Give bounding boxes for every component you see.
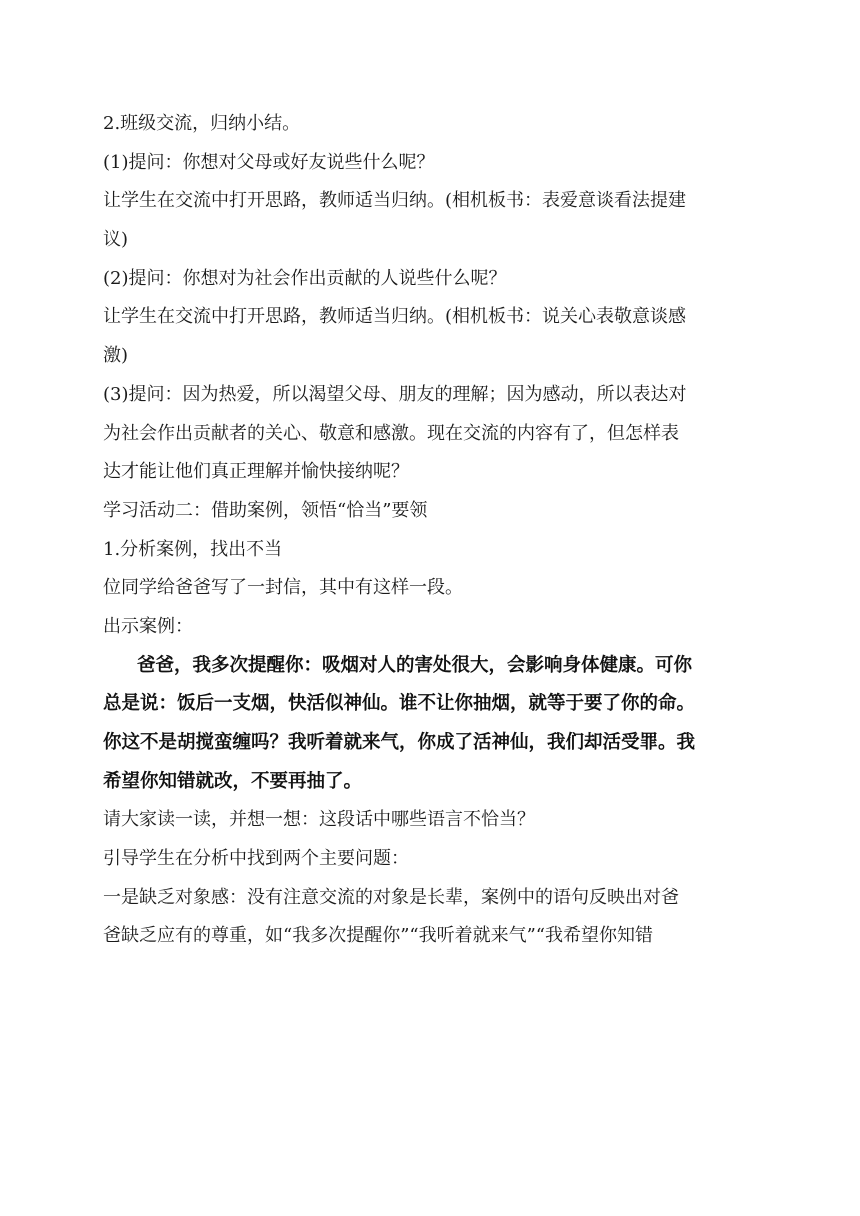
text-line: 让学生在交流中打开思路，教师适当归纳。(相机板书：表爱意谈看法提建 (103, 190, 687, 212)
text-line: 议) (103, 229, 129, 251)
text-line: (2)提问：你想对为社会作出贡献的人说些什么呢？ (103, 267, 507, 289)
case-quote-line: 你这不是胡搅蛮缠吗？我听着就来气，你成了活神仙，我们却活受罪。我 (103, 732, 696, 753)
text-line: 爸缺乏应有的尊重，如“我多次提醒你”“我听着就来气”“我希望你知错 (103, 925, 654, 947)
text-line: 出示案例： (103, 615, 193, 637)
text-line: 1.分析案例，找出不当 (103, 538, 283, 560)
text-line: 一是缺乏对象感：没有注意交流的对象是长辈，案例中的语句反映出对爸 (103, 886, 679, 908)
text-line: 2.班级交流，归纳小结。 (103, 113, 301, 134)
text-line: 请大家读一读，并想一想：这段话中哪些语言不恰当？ (103, 809, 535, 831)
text-line: 达才能让他们真正理解并愉快接纳呢？ (103, 461, 409, 483)
case-quote-line: 爸爸，我多次提醒你：吸烟对人的害处很大，会影响身体健康。可你 (137, 654, 693, 676)
text-line: 为社会作出贡献者的关心、敬意和感激。现在交流的内容有了，但怎样表 (103, 422, 679, 444)
case-quote-line: 总是说：饭后一支烟，快活似神仙。谁不让你抽烟，就等于要了你的命。 (103, 693, 696, 715)
document-body (103, 105, 763, 956)
text-line: 引导学生在分析中找到两个主要问题： (103, 848, 409, 870)
text-line: 激) (103, 345, 129, 367)
case-quote-line: 希望你知错就改，不要再抽了。 (103, 770, 363, 792)
section-heading: 学习活动二：借助案例，领悟“恰当”要领 (103, 499, 428, 521)
text-line: 让学生在交流中打开思路，教师适当归纳。(相机板书：说关心表敬意谈感 (103, 306, 687, 328)
text-line: (3)提问：因为热爱，所以渴望父母、朋友的理解；因为感动，所以表达对 (103, 383, 687, 405)
text-line: 位同学给爸爸写了一封信，其中有这样一段。 (103, 577, 463, 599)
text-line: (1)提问：你想对父母或好友说些什么呢？ (103, 151, 435, 173)
